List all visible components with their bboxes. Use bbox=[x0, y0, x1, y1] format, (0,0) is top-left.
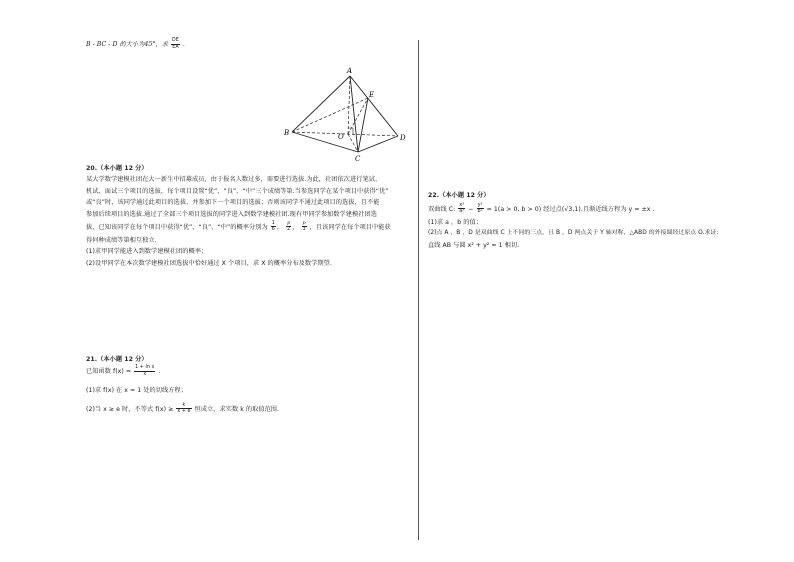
fraction-denominator: b² bbox=[477, 209, 483, 215]
question-20 bbox=[86, 163, 412, 270]
fraction-numerator: x² bbox=[459, 202, 465, 208]
column-divider bbox=[418, 40, 419, 540]
fraction-denominator: x bbox=[143, 371, 147, 377]
fraction-denominator: 2 bbox=[287, 227, 291, 233]
fraction-numerator: 1 + ln x bbox=[135, 365, 155, 371]
fraction-denominator: 6 bbox=[271, 227, 275, 233]
q20-line-5-end: ，且该同学在每个项目中能获 bbox=[309, 223, 391, 231]
q21-sub-2 bbox=[86, 403, 412, 417]
question-22-title: 22.（本小题 12 分） bbox=[428, 192, 490, 199]
pyramid-diagram bbox=[280, 66, 410, 166]
q21-function-text: 已知函数 f(x) = bbox=[86, 368, 132, 376]
q21-line-1 bbox=[86, 365, 412, 379]
header-text: B - BC - D 的大小为45°，求 bbox=[86, 41, 169, 49]
question-21-title: 21.（本小题 12 分） bbox=[86, 355, 148, 363]
q20-line-3: 或“良”时，该同学通过此项目的选拔，并参加下一个项目的选拔；否则该同学不通过此项目的选拔，且不能 bbox=[86, 199, 380, 207]
fraction-denominator: a² bbox=[459, 209, 465, 215]
fraction-numerator: k bbox=[176, 403, 191, 410]
q21-sub-2-text: (2)当 x ≥ e 时，不等式 f(x) ≥ bbox=[86, 405, 174, 413]
edge-bd-hidden bbox=[292, 132, 398, 136]
question-22 bbox=[428, 190, 758, 251]
q20-line-5: 拔，已知该同学在每个项目中获得“优”、“良”、“中”的概率分别为 $\frac{1}{6}$ ， $\frac{p}{2}$ ， $\frac{p}{3}$ ，且该同学在每个项目中能获 bbox=[86, 220, 391, 233]
label-b: B bbox=[284, 129, 290, 137]
minus-sign: − bbox=[468, 205, 474, 213]
q22-line-1-end: = 1(a > 0, b > 0) 经过点(√3,1),且渐近线方程为 y = ±x . bbox=[486, 205, 655, 213]
label-d: D bbox=[400, 134, 406, 142]
fraction-denominator: x + e bbox=[177, 409, 191, 415]
label-c: C bbox=[355, 155, 361, 163]
q20-line-6: 得何种成绩等第相互独立. bbox=[86, 236, 157, 244]
edge-ac bbox=[350, 76, 358, 152]
q22-sub-3: 直线 AB 与圆 x² + y² = 1 相切. bbox=[428, 241, 520, 249]
fraction-numerator: y² bbox=[477, 202, 483, 208]
edge-ao-hidden bbox=[348, 76, 350, 134]
q21-sub-2-end: 恒成立，求实数 k 的取值范围. bbox=[194, 405, 280, 413]
function-fraction bbox=[134, 365, 155, 377]
fraction-numerator: p bbox=[287, 220, 291, 226]
q21-sub-1: (1)求 f(x) 在 x = 1 处的切线方程； bbox=[86, 387, 187, 395]
q20-line-5-text: 拔，已知该同学在每个项目中获得“优”、“良”、“中”的概率分别为 bbox=[86, 223, 268, 231]
q22-line-1 bbox=[428, 202, 758, 217]
q20-line-1: 某大学数学建模社团在大一新生中招募成员，由于报名人数过多，需要进行选拔.为此，社团依次进行笔试、 bbox=[86, 176, 382, 184]
hyperbola-fraction-y bbox=[477, 203, 484, 215]
q20-sub-1: (1)求甲同学能进入到数学建模社团的概率； bbox=[86, 248, 208, 256]
right-column bbox=[428, 190, 758, 251]
fraction-numerator: p bbox=[302, 220, 306, 226]
ratio-fraction bbox=[171, 38, 180, 50]
q20-line-2: 机试、面试三个项目的选拔，每个项目设置“优”、“良”、“中”三个成绩等第.当参选同学在某个项目中获得“优” bbox=[86, 187, 389, 195]
inequality-fraction bbox=[176, 403, 191, 415]
q21-line-1-end: . bbox=[158, 368, 161, 376]
fraction-denominator: EA bbox=[172, 44, 179, 50]
q22-sub-2: (2)点 A ，B ，D 是双曲线 C 上不同的三点，且 B ，D 两点关于 Y 轴对称，△ABD 的外接圆经过原点 O.求证: bbox=[428, 230, 719, 237]
pyramid-figure bbox=[280, 66, 410, 166]
q22-sub-1: (1)求 a ，b 的值； bbox=[428, 218, 482, 226]
label-e: E bbox=[369, 91, 375, 99]
prob-fraction-3 bbox=[302, 221, 307, 233]
label-a: A bbox=[347, 67, 353, 75]
edge-bc bbox=[292, 132, 358, 152]
prob-fraction-2 bbox=[286, 221, 291, 233]
header-line bbox=[86, 38, 412, 51]
q20-line-4: 参加后续项目的选拔.通过了全部三个项目选拔的同学进入到数学建模社团.现有甲同学参加数学建模社团选 bbox=[86, 211, 377, 219]
header-end: . bbox=[182, 41, 185, 49]
label-o: O bbox=[338, 133, 344, 141]
edge-ce bbox=[358, 98, 368, 152]
edge-ad bbox=[350, 76, 398, 136]
fraction-denominator: 3 bbox=[302, 227, 306, 233]
edge-ab bbox=[292, 76, 350, 132]
fraction-numerator: 1 bbox=[271, 220, 275, 226]
q20-sub-2: (2)设甲同学在本次数学建模社团选拔中恰好通过 X 个项目，求 X 的概率分布及数学期望. bbox=[86, 259, 332, 267]
edge-cd bbox=[358, 136, 398, 152]
question-20-title: 20.（本小题 12 分） bbox=[86, 164, 148, 172]
question-21 bbox=[86, 354, 412, 417]
edge-be-hidden bbox=[292, 98, 368, 132]
hyperbola-fraction-x bbox=[458, 203, 465, 215]
q22-hyperbola-text: 双曲线 C: bbox=[428, 205, 456, 213]
fraction-numerator: DE bbox=[172, 38, 179, 43]
prob-fraction-1 bbox=[271, 221, 276, 233]
